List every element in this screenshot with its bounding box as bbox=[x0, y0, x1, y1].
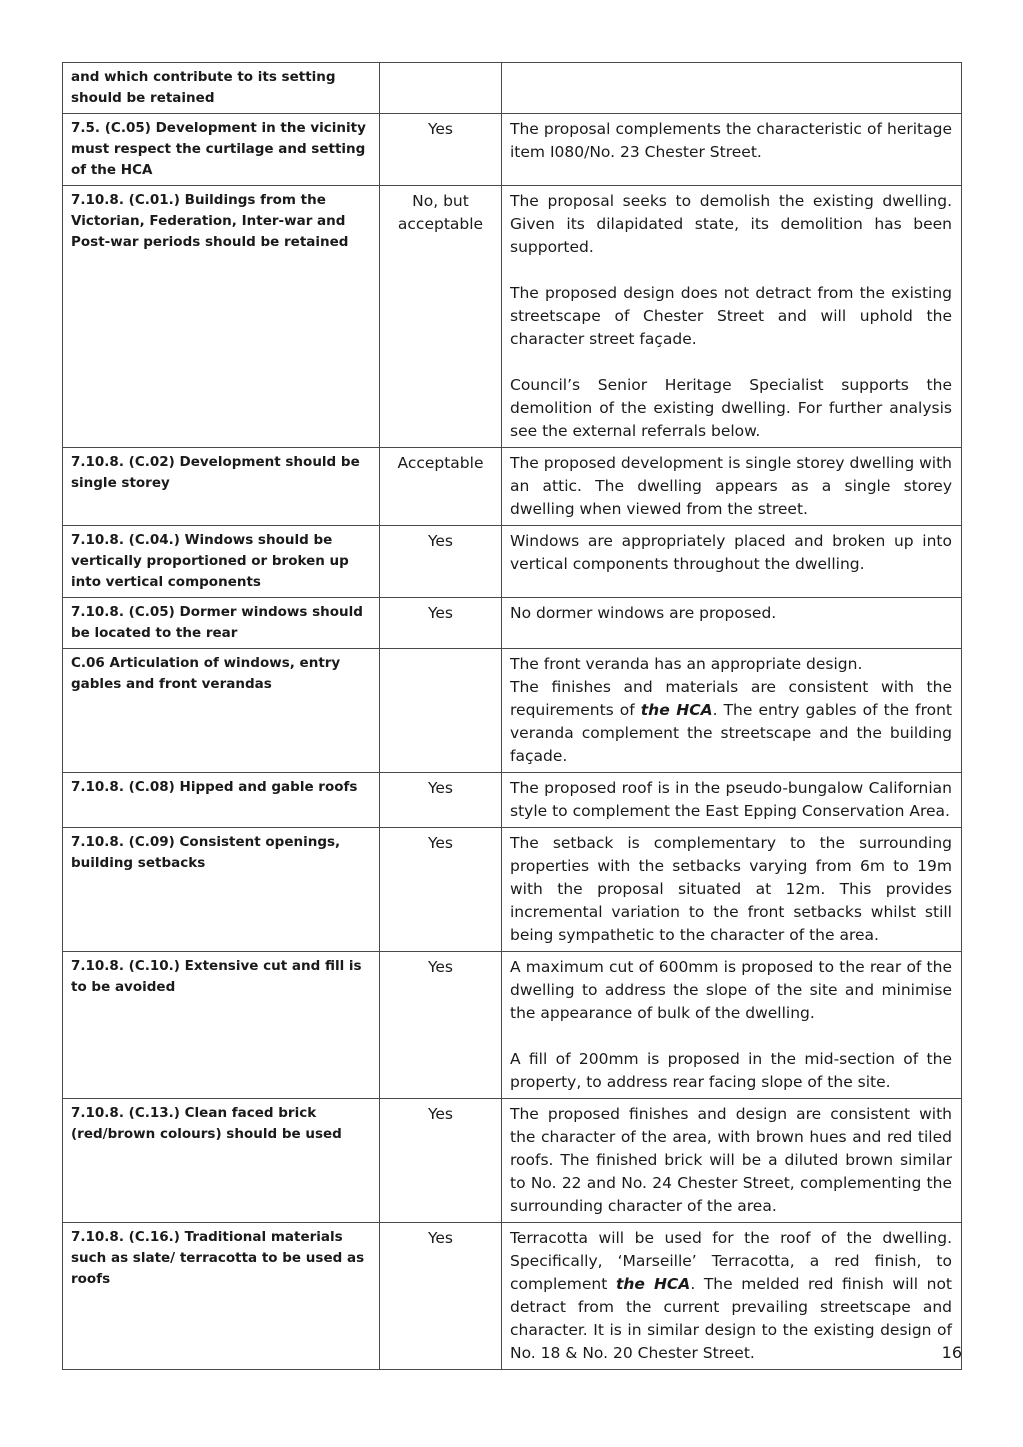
comment-text: . The entry gables of the front veranda complement the streetscape and the building façade. bbox=[510, 701, 952, 765]
table-row bbox=[63, 952, 962, 1099]
comment-paragraph: The proposed finishes and design are consistent with the character of the area, with brown hues and red tiled roofs. The finished brick will be a diluted brown similar to No. 22 and No. 24 Chester Street, complementing the surrounding character of the area. bbox=[510, 1105, 952, 1215]
table-row bbox=[63, 448, 962, 526]
comment-text: Terracotta will be used for the roof of the dwelling. Specifically, ‘Marseille’ Terracotta, a red finish, to complement bbox=[510, 1229, 952, 1293]
control-cell: 7.10.8. (C.09) Consistent openings, building setbacks bbox=[63, 828, 380, 952]
table-row bbox=[63, 63, 962, 114]
comment-cell bbox=[502, 186, 962, 448]
table-row bbox=[63, 598, 962, 649]
control-cell: 7.10.8. (C.05) Dormer windows should be located to the rear bbox=[63, 598, 380, 649]
comment-paragraph: The proposed development is single storey dwelling with an attic. The dwelling appears as a single storey dwelling when viewed from the street. bbox=[510, 454, 952, 518]
compliance-cell: Yes bbox=[380, 526, 502, 598]
table-row bbox=[63, 649, 962, 773]
comment-paragraph: The proposed design does not detract from the existing streetscape of Chester Street and will uphold the character street façade. bbox=[510, 284, 952, 348]
control-cell: 7.10.8. (C.10.) Extensive cut and fill is to be avoided bbox=[63, 952, 380, 1099]
comment-cell bbox=[502, 773, 962, 828]
compliance-table bbox=[62, 62, 962, 1370]
comment-paragraph: The front veranda has an appropriate design. bbox=[510, 655, 863, 673]
compliance-cell: Yes bbox=[380, 952, 502, 1099]
comment-text: The finishes and materials are consistent with the requirements of bbox=[510, 678, 952, 719]
comment-paragraph: The proposed roof is in the pseudo-bungalow Californian style to complement the East Epping Conservation Area. bbox=[510, 779, 952, 820]
control-cell: 7.10.8. (C.13.) Clean faced brick (red/brown colours) should be used bbox=[63, 1099, 380, 1223]
control-cell: 7.5. (C.05) Development in the vicinity must respect the curtilage and setting of the HCA bbox=[63, 114, 380, 186]
comment-paragraph: The proposal seeks to demolish the existing dwelling. Given its dilapidated state, its demolition has been supported. bbox=[510, 192, 952, 256]
comment-paragraph bbox=[510, 676, 952, 768]
control-cell: 7.10.8. (C.16.) Traditional materials such as slate/ terracotta to be used as roofs bbox=[63, 1223, 380, 1370]
comment-cell bbox=[502, 952, 962, 1099]
comment-cell bbox=[502, 828, 962, 952]
comment-paragraph: The setback is complementary to the surrounding properties with the setbacks varying from 6m to 19m with the proposal situated at 12m. This provides incremental variation to the front setbacks whilst still being sympathetic to the character of the area. bbox=[510, 834, 952, 944]
comment-cell bbox=[502, 1099, 962, 1223]
control-cell: and which contribute to its setting should be retained bbox=[63, 63, 380, 114]
comment-paragraph: A fill of 200mm is proposed in the mid-section of the property, to address rear facing slope of the site. bbox=[510, 1050, 952, 1091]
compliance-cell bbox=[380, 649, 502, 773]
comment-cell bbox=[502, 448, 962, 526]
comment-text: . The melded red finish will not detract from the current prevailing streetscape and character. It is in similar design to the existing design of No. 18 & No. 20 Chester Street. bbox=[510, 1275, 953, 1362]
control-cell: 7.10.8. (C.02) Development should be single storey bbox=[63, 448, 380, 526]
comment-cell bbox=[502, 114, 962, 186]
table-row bbox=[63, 828, 962, 952]
compliance-cell: Yes bbox=[380, 1099, 502, 1223]
comment-paragraph: The proposal complements the characteristic of heritage item I080/No. 23 Chester Street. bbox=[510, 120, 952, 161]
comment-cell bbox=[502, 598, 962, 649]
page-number: 16 bbox=[941, 1343, 962, 1362]
compliance-cell: Yes bbox=[380, 773, 502, 828]
control-cell: 7.10.8. (C.08) Hipped and gable roofs bbox=[63, 773, 380, 828]
compliance-cell: Yes bbox=[380, 1223, 502, 1370]
comment-cell bbox=[502, 1223, 962, 1370]
compliance-cell: Acceptable bbox=[380, 448, 502, 526]
table-row bbox=[63, 1099, 962, 1223]
table-row bbox=[63, 773, 962, 828]
comment-cell bbox=[502, 526, 962, 598]
table-row bbox=[63, 1223, 962, 1370]
comment-cell bbox=[502, 63, 962, 114]
comment-paragraph: A maximum cut of 600mm is proposed to the rear of the dwelling to address the slope of the site and minimise the appearance of bulk of the dwelling. bbox=[510, 958, 952, 1022]
comment-cell bbox=[502, 649, 962, 773]
compliance-cell: Yes bbox=[380, 598, 502, 649]
compliance-cell: Yes bbox=[380, 828, 502, 952]
compliance-cell: Yes bbox=[380, 114, 502, 186]
comment-paragraph: Council’s Senior Heritage Specialist supports the demolition of the existing dwelling. For further analysis see the external referrals below. bbox=[510, 376, 952, 440]
table-row bbox=[63, 526, 962, 598]
compliance-cell: No, but acceptable bbox=[380, 186, 502, 448]
table-row bbox=[63, 186, 962, 448]
control-cell: C.06 Articulation of windows, entry gables and front verandas bbox=[63, 649, 380, 773]
hca-emphasis: the HCA bbox=[640, 701, 713, 719]
comment-paragraph: Windows are appropriately placed and broken up into vertical components throughout the dwelling. bbox=[510, 532, 952, 573]
hca-emphasis: the HCA bbox=[615, 1275, 691, 1293]
comment-paragraph: No dormer windows are proposed. bbox=[510, 604, 777, 622]
control-cell: 7.10.8. (C.04.) Windows should be vertically proportioned or broken up into vertical components bbox=[63, 526, 380, 598]
control-cell: 7.10.8. (C.01.) Buildings from the Victorian, Federation, Inter-war and Post-war periods should be retained bbox=[63, 186, 380, 448]
table-row bbox=[63, 114, 962, 186]
compliance-cell bbox=[380, 63, 502, 114]
comment-paragraph bbox=[510, 1227, 952, 1365]
